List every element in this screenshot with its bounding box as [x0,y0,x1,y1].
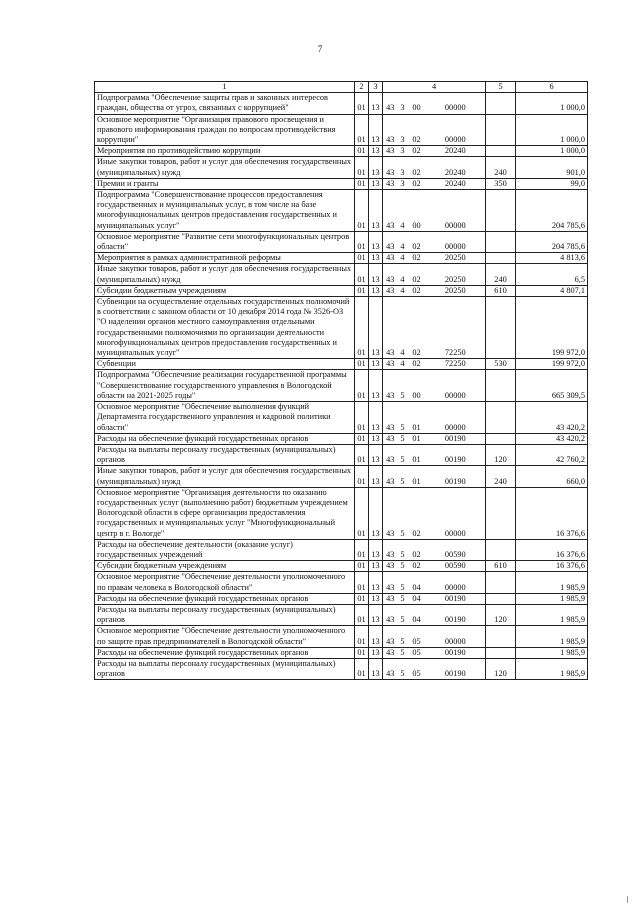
row-col-3: 13 [369,178,383,189]
row-code-subprogram: 5 [398,593,408,604]
row-code-subprogram: 5 [398,370,408,402]
row-col-5 [486,231,516,252]
row-name: Основное мероприятие "Обеспечение деятельности уполномоченного по правам человека в Вологодской области" [95,572,355,593]
row-code-measure: 04 [408,604,426,625]
table-row [95,157,588,178]
row-code-direction: 00190 [426,658,486,679]
row-code-program: 43 [383,402,398,434]
row-code-program: 43 [383,539,398,560]
row-col-5 [486,626,516,647]
row-col-2: 01 [355,539,369,560]
row-amount: 99,0 [516,178,588,189]
table-row [95,658,588,679]
row-col-3: 13 [369,466,383,487]
row-col-3: 13 [369,444,383,465]
row-col-2: 01 [355,285,369,296]
row-col-2: 01 [355,561,369,572]
row-code-program: 43 [383,253,398,264]
row-name: Иные закупки товаров, работ и услуг для обеспечения государственных (муниципальных) нужд [95,264,355,285]
page-number: 7 [317,44,323,54]
row-code-program: 43 [383,231,398,252]
row-name: Премии и гранты [95,178,355,189]
row-code-measure: 04 [408,593,426,604]
row-name: Субсидии бюджетным учреждениям [95,561,355,572]
header-col-6: 6 [516,82,588,93]
row-code-measure: 01 [408,466,426,487]
table-row [95,231,588,252]
row-col-5 [486,190,516,232]
row-col-5 [486,402,516,434]
row-name: Субвенции [95,359,355,370]
row-col-2: 01 [355,604,369,625]
row-col-3: 13 [369,359,383,370]
row-code-program: 43 [383,466,398,487]
row-code-program: 43 [383,626,398,647]
table-row [95,93,588,114]
row-col-3: 13 [369,114,383,146]
row-amount: 1 985,9 [516,593,588,604]
row-code-measure: 02 [408,114,426,146]
row-col-5 [486,297,516,359]
row-name: Подпрограмма "Обеспечение защиты прав и законных интересов граждан, общества от угроз, связанных с коррупцией" [95,93,355,114]
row-code-program: 43 [383,178,398,189]
row-code-measure: 01 [408,402,426,434]
row-code-measure: 00 [408,370,426,402]
table-row [95,539,588,560]
row-amount: 1 000,0 [516,93,588,114]
row-col-3: 13 [369,487,383,539]
row-code-subprogram: 5 [398,626,408,647]
row-col-2: 01 [355,178,369,189]
row-code-measure: 02 [408,297,426,359]
row-code-subprogram: 5 [398,658,408,679]
row-amount: 1 985,9 [516,572,588,593]
row-name: Расходы на выплаты персоналу государственных (муниципальных) органов [95,444,355,465]
row-code-direction: 20250 [426,264,486,285]
row-col-5 [486,146,516,157]
row-code-measure: 02 [408,146,426,157]
row-code-subprogram: 3 [398,178,408,189]
row-col-5: 240 [486,466,516,487]
row-code-program: 43 [383,264,398,285]
row-code-measure: 00 [408,93,426,114]
table-row [95,561,588,572]
row-code-program: 43 [383,285,398,296]
row-amount: 1 985,9 [516,604,588,625]
row-col-2: 01 [355,157,369,178]
row-col-3: 13 [369,264,383,285]
row-code-measure: 00 [408,190,426,232]
row-code-direction: 72250 [426,297,486,359]
row-code-program: 43 [383,114,398,146]
row-col-3: 13 [369,572,383,593]
row-code-subprogram: 4 [398,264,408,285]
row-code-program: 43 [383,604,398,625]
row-amount: 204 785,6 [516,190,588,232]
row-name: Расходы на обеспечение функций государственных органов [95,433,355,444]
row-col-5: 610 [486,561,516,572]
row-code-subprogram: 4 [398,359,408,370]
table-header-row [95,82,588,93]
row-col-3: 13 [369,593,383,604]
table-row [95,359,588,370]
table-row [95,626,588,647]
table-row [95,402,588,434]
row-col-2: 01 [355,359,369,370]
row-col-5 [486,253,516,264]
row-col-5 [486,114,516,146]
table-row [95,285,588,296]
row-amount: 901,0 [516,157,588,178]
row-code-measure: 02 [408,178,426,189]
row-col-3: 13 [369,93,383,114]
row-code-subprogram: 4 [398,297,408,359]
row-amount: 43 420,2 [516,402,588,434]
row-name: Подпрограмма "Совершенствование процессов предоставления государственных и муниципальных услуг, в том числе на базе многофункциональных центров предоставления государственных и муниципальных услуг" [95,190,355,232]
row-code-subprogram: 5 [398,572,408,593]
row-col-5 [486,593,516,604]
table-body [95,82,588,680]
row-code-direction: 00190 [426,466,486,487]
row-code-direction: 00000 [426,370,486,402]
row-code-subprogram: 4 [398,231,408,252]
row-col-5 [486,572,516,593]
table-row [95,593,588,604]
row-name: Субвенции на осуществление отдельных государственных полномочий в соответствии с законом области от 10 декабря 2014 года № 3526-ОЗ "О наделении органов местного самоуправления отдельными государственными полномочиями по организации деятельности многофункциональных центров предоставления государственных и муниципальных услуг" [95,297,355,359]
row-amount: 1 000,0 [516,146,588,157]
row-col-2: 01 [355,647,369,658]
row-code-direction: 20240 [426,146,486,157]
row-code-direction: 72250 [426,359,486,370]
row-col-5: 120 [486,444,516,465]
budget-table [94,81,588,680]
row-code-measure: 05 [408,658,426,679]
header-col-2: 2 [355,82,369,93]
row-col-5 [486,539,516,560]
row-amount: 1 985,9 [516,647,588,658]
row-amount: 16 376,6 [516,487,588,539]
row-code-direction: 00190 [426,444,486,465]
row-col-3: 13 [369,539,383,560]
row-code-direction: 00590 [426,539,486,560]
row-code-subprogram: 5 [398,604,408,625]
row-col-3: 13 [369,231,383,252]
row-code-direction: 00000 [426,190,486,232]
table-row [95,370,588,402]
row-code-direction: 00000 [426,93,486,114]
row-amount: 1 985,9 [516,658,588,679]
row-amount: 660,0 [516,466,588,487]
row-col-3: 13 [369,370,383,402]
row-code-subprogram: 3 [398,114,408,146]
table-row [95,253,588,264]
row-col-3: 13 [369,626,383,647]
row-code-program: 43 [383,146,398,157]
row-col-5 [486,370,516,402]
row-code-subprogram: 4 [398,285,408,296]
row-col-5 [486,93,516,114]
table-row [95,572,588,593]
row-name: Расходы на обеспечение функций государственных органов [95,593,355,604]
row-col-2: 01 [355,433,369,444]
row-col-2: 01 [355,593,369,604]
row-code-measure: 02 [408,264,426,285]
row-code-measure: 02 [408,253,426,264]
row-code-measure: 04 [408,572,426,593]
table-row [95,297,588,359]
row-code-direction: 00000 [426,402,486,434]
row-amount: 199 972,0 [516,359,588,370]
table-row [95,466,588,487]
header-col-1: 1 [95,82,355,93]
row-code-measure: 01 [408,433,426,444]
row-code-direction: 00000 [426,231,486,252]
row-code-measure: 05 [408,626,426,647]
row-col-3: 13 [369,297,383,359]
row-col-3: 13 [369,190,383,232]
row-col-2: 01 [355,626,369,647]
row-code-subprogram: 5 [398,433,408,444]
row-col-5: 610 [486,285,516,296]
row-code-program: 43 [383,444,398,465]
row-amount: 4 807,1 [516,285,588,296]
row-name: Расходы на обеспечение функций государственных органов [95,647,355,658]
row-col-2: 01 [355,487,369,539]
row-code-direction: 20240 [426,157,486,178]
row-col-3: 13 [369,146,383,157]
row-amount: 199 972,0 [516,297,588,359]
table-row [95,647,588,658]
row-name: Основное мероприятие "Обеспечение деятельности уполномоченного по защите прав предпринимателей в Вологодской области" [95,626,355,647]
row-code-direction: 00000 [426,572,486,593]
row-code-program: 43 [383,433,398,444]
row-col-3: 13 [369,658,383,679]
row-col-2: 01 [355,297,369,359]
row-code-program: 43 [383,157,398,178]
row-code-subprogram: 5 [398,466,408,487]
row-code-measure: 02 [408,285,426,296]
row-code-direction: 00190 [426,604,486,625]
row-col-3: 13 [369,561,383,572]
row-col-3: 13 [369,253,383,264]
row-code-direction: 00000 [426,626,486,647]
row-col-3: 13 [369,157,383,178]
row-code-subprogram: 3 [398,93,408,114]
row-code-direction: 00190 [426,433,486,444]
row-name: Иные закупки товаров, работ и услуг для обеспечения государственных (муниципальных) нужд [95,157,355,178]
table-row [95,114,588,146]
row-code-direction: 00000 [426,114,486,146]
row-code-measure: 02 [408,487,426,539]
row-col-3: 13 [369,647,383,658]
row-code-subprogram: 3 [398,157,408,178]
row-col-3: 13 [369,285,383,296]
row-name: Основное мероприятие "Обеспечение выполнения функций Департамента государственного управления и кадровой политики области" [95,402,355,434]
row-col-5 [486,647,516,658]
row-col-5: 120 [486,658,516,679]
table-row [95,264,588,285]
row-name: Подпрограмма "Обеспечение реализации государственной программы "Совершенствование государственного управления в Вологодской области на 2021-2025 годы" [95,370,355,402]
row-col-5 [486,433,516,444]
row-col-2: 01 [355,444,369,465]
row-amount: 16 376,6 [516,561,588,572]
header-col-5: 5 [486,82,516,93]
row-amount: 42 760,2 [516,444,588,465]
row-amount: 204 785,6 [516,231,588,252]
table-row [95,487,588,539]
scan-mark [627,896,628,903]
row-code-program: 43 [383,572,398,593]
table-row [95,190,588,232]
row-code-subprogram: 5 [398,539,408,560]
table-row [95,433,588,444]
row-name: Основное мероприятие "Организация правового просвещения и правового информирования граждан по вопросам противодействия коррупции" [95,114,355,146]
table-row [95,604,588,625]
row-col-5: 240 [486,264,516,285]
row-code-subprogram: 4 [398,253,408,264]
row-name: Основное мероприятие "Организация деятельности по оказанию государственных услуг (выполнению работ) бюджетным учреждением Вологодской области в сфере организации предоставления государственных и муниципальных услуг "Многофункциональный центр в г. Вологде" [95,487,355,539]
row-code-direction: 20250 [426,253,486,264]
row-amount: 6,5 [516,264,588,285]
row-col-5: 530 [486,359,516,370]
row-col-2: 01 [355,572,369,593]
row-code-subprogram: 5 [398,487,408,539]
row-code-direction: 00190 [426,593,486,604]
row-code-measure: 02 [408,231,426,252]
row-col-5: 350 [486,178,516,189]
row-name: Расходы на обеспечение деятельности (оказание услуг) государственных учреждений [95,539,355,560]
row-amount: 4 813,6 [516,253,588,264]
row-code-measure: 02 [408,359,426,370]
row-name: Мероприятия в рамках административной реформы [95,253,355,264]
row-name: Иные закупки товаров, работ и услуг для обеспечения государственных (муниципальных) нужд [95,466,355,487]
row-col-2: 01 [355,264,369,285]
row-code-program: 43 [383,561,398,572]
row-code-direction: 00190 [426,647,486,658]
row-code-measure: 02 [408,539,426,560]
row-code-measure: 02 [408,157,426,178]
row-code-subprogram: 4 [398,190,408,232]
row-code-program: 43 [383,593,398,604]
row-col-3: 13 [369,604,383,625]
row-col-2: 01 [355,231,369,252]
row-code-program: 43 [383,359,398,370]
row-code-program: 43 [383,190,398,232]
row-col-5: 120 [486,604,516,625]
row-code-subprogram: 5 [398,561,408,572]
row-amount: 1 000,0 [516,114,588,146]
row-name: Субсидии бюджетным учреждениям [95,285,355,296]
row-name: Расходы на выплаты персоналу государственных (муниципальных) органов [95,658,355,679]
row-amount: 1 985,9 [516,626,588,647]
row-code-direction: 00590 [426,561,486,572]
row-code-program: 43 [383,647,398,658]
row-code-program: 43 [383,658,398,679]
row-amount: 16 376,6 [516,539,588,560]
row-col-2: 01 [355,146,369,157]
row-name: Мероприятия по противодействию коррупции [95,146,355,157]
row-col-3: 13 [369,402,383,434]
row-code-direction: 00000 [426,487,486,539]
row-col-2: 01 [355,253,369,264]
row-col-5: 240 [486,157,516,178]
row-code-subprogram: 5 [398,647,408,658]
row-code-program: 43 [383,93,398,114]
row-code-program: 43 [383,297,398,359]
row-amount: 43 420,2 [516,433,588,444]
row-name: Расходы на выплаты персоналу государственных (муниципальных) органов [95,604,355,625]
row-code-subprogram: 5 [398,444,408,465]
row-col-5 [486,487,516,539]
header-col-3: 3 [369,82,383,93]
row-col-2: 01 [355,402,369,434]
row-col-2: 01 [355,370,369,402]
row-amount: 665 309,5 [516,370,588,402]
row-code-measure: 01 [408,444,426,465]
row-code-subprogram: 3 [398,146,408,157]
row-col-2: 01 [355,114,369,146]
row-code-measure: 02 [408,561,426,572]
row-col-3: 13 [369,433,383,444]
header-col-4: 4 [383,82,486,93]
row-name: Основное мероприятие "Развитие сети многофункциональных центров области" [95,231,355,252]
row-code-program: 43 [383,370,398,402]
row-code-measure: 05 [408,647,426,658]
row-col-2: 01 [355,93,369,114]
table-row [95,444,588,465]
row-code-program: 43 [383,487,398,539]
row-code-direction: 20240 [426,178,486,189]
table-row [95,178,588,189]
row-col-2: 01 [355,466,369,487]
table-row [95,146,588,157]
row-code-direction: 20250 [426,285,486,296]
row-col-2: 01 [355,190,369,232]
row-code-subprogram: 5 [398,402,408,434]
row-col-2: 01 [355,658,369,679]
